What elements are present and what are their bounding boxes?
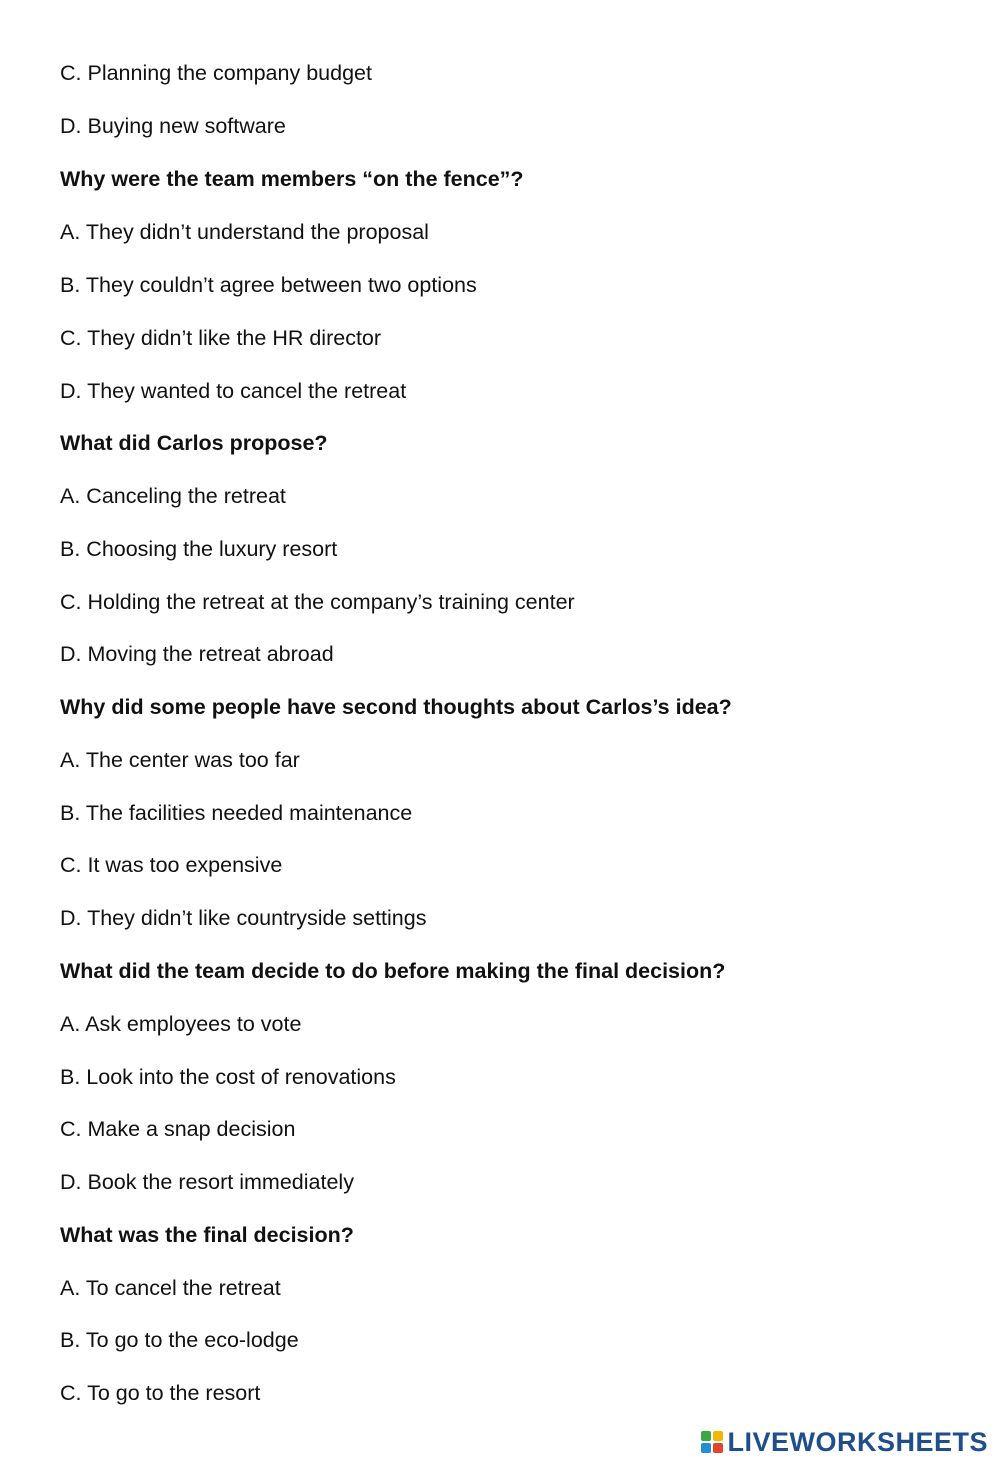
logo-text: LIVEWORKSHEETS	[727, 1427, 988, 1457]
option-line: C. They didn’t like the HR director	[60, 326, 382, 350]
question-line: What did the team decide to do before making the final decision?	[60, 959, 726, 983]
logo-square-red	[713, 1443, 723, 1453]
option-line: C. Holding the retreat at the company’s training center	[60, 590, 575, 614]
option-line: B. Look into the cost of renovations	[60, 1065, 396, 1089]
question-line: Why were the team members “on the fence”?	[60, 167, 524, 191]
option-line: C. Make a snap decision	[60, 1117, 296, 1141]
option-line: B. To go to the eco-lodge	[60, 1328, 299, 1352]
option-line: D. Buying new software	[60, 114, 286, 138]
option-line: A. The center was too far	[60, 748, 300, 772]
option-line: B. Choosing the luxury resort	[60, 537, 338, 561]
option-line: D. They didn’t like countryside settings	[60, 906, 427, 930]
option-line: D. Moving the retreat abroad	[60, 642, 334, 666]
liveworksheets-logo-icon	[701, 1431, 723, 1453]
option-line: D. Book the resort immediately	[60, 1170, 354, 1194]
question-line: What did Carlos propose?	[60, 431, 328, 455]
option-line: B. They couldn’t agree between two options	[60, 273, 477, 297]
option-line: A. To cancel the retreat	[60, 1276, 281, 1300]
option-line: B. The facilities needed maintenance	[60, 801, 413, 825]
logo-square-yellow	[713, 1431, 723, 1441]
option-line: C. To go to the resort	[60, 1381, 261, 1405]
option-line: A. Canceling the retreat	[60, 484, 286, 508]
logo-square-green	[701, 1431, 711, 1441]
question-line: What was the final decision?	[60, 1223, 354, 1247]
option-line: A. They didn’t understand the proposal	[60, 220, 429, 244]
option-line: C. It was too expensive	[60, 853, 283, 877]
option-line: A. Ask employees to vote	[60, 1012, 302, 1036]
option-line: C. Planning the company budget	[60, 61, 372, 85]
option-line: D. They wanted to cancel the retreat	[60, 379, 407, 403]
question-line: Why did some people have second thoughts about Carlos’s idea?	[60, 695, 732, 719]
logo-square-blue	[701, 1443, 711, 1453]
liveworksheets-logo	[701, 1427, 988, 1457]
